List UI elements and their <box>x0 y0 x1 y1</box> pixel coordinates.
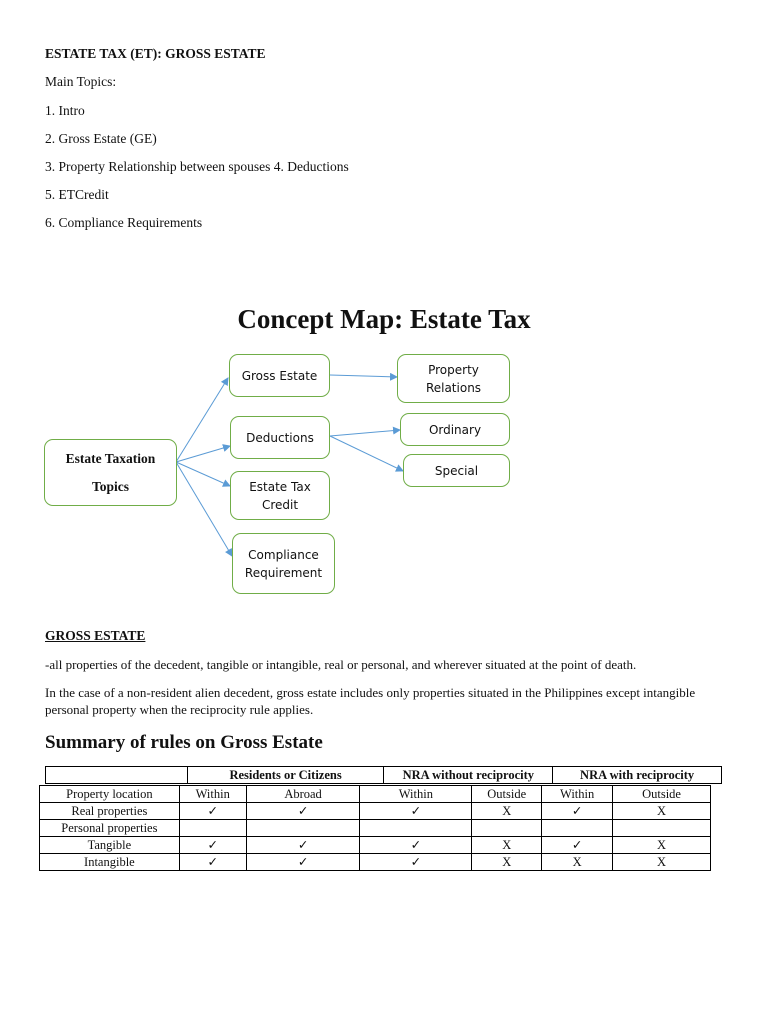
topic-item: 2. Gross Estate (GE) <box>45 131 157 146</box>
gross-estate-definition: -all properties of the decedent, tangible or intangible, real or personal, and wherever situated at the point of death. <box>45 657 637 672</box>
table-row: Intangible ✓ ✓ ✓ X X X <box>40 854 711 871</box>
nra-note-paragraph: In the case of a non-resident alien decedent, gross estate includes only properties situated in the Philippines except intangible personal property when the reciprocity rule applies. <box>45 685 696 717</box>
topic-item: 6. Compliance Requirements <box>45 215 203 230</box>
topic-item: 1. Intro <box>45 103 85 118</box>
summary-title: Summary of rules on Gross Estate <box>45 732 323 753</box>
connector-arrow <box>176 462 232 556</box>
document-title: ESTATE TAX (ET): GROSS ESTATE <box>45 46 266 61</box>
connector-arrow <box>330 436 403 471</box>
node-special: Special <box>403 454 510 487</box>
connector-arrow <box>176 462 230 486</box>
node-compliance-requirements: Compliance Requirement <box>232 533 335 594</box>
connector-arrow <box>330 430 400 436</box>
node-ordinary: Ordinary <box>400 413 510 446</box>
node-estate-taxation-topics: Estate Taxation Topics <box>44 439 177 506</box>
concept-map-title: Concept Map: Estate Tax <box>237 304 531 334</box>
table-row: Personal properties <box>40 820 711 837</box>
header-residents: Residents or Citizens <box>187 767 384 784</box>
node-property-relations: Property Relations <box>397 354 510 403</box>
summary-table-header <box>45 766 722 784</box>
main-topics-label: Main Topics: <box>45 74 117 89</box>
topic-item: 3. Property Relationship between spouses 4. Deductions <box>45 159 349 174</box>
gross-estate-heading: GROSS ESTATE <box>45 628 146 643</box>
node-estate-tax-credit: Estate Tax Credit <box>230 471 330 520</box>
header-nra-with: NRA with reciprocity <box>553 767 722 784</box>
summary-table <box>39 785 711 871</box>
topic-item: 5. ETCredit <box>45 187 109 202</box>
table-row: Tangible ✓ ✓ ✓ X ✓ X <box>40 837 711 854</box>
header-nra-without: NRA without reciprocity <box>384 767 553 784</box>
node-gross-estate: Gross Estate <box>229 354 330 397</box>
header-blank-cell <box>46 767 188 784</box>
node-deductions: Deductions <box>230 416 330 459</box>
table-row: Real properties ✓ ✓ ✓ X ✓ X <box>40 803 711 820</box>
connector-arrow <box>330 375 397 377</box>
table-row: Property location Within Abroad Within Outside Within Outside <box>40 786 711 803</box>
